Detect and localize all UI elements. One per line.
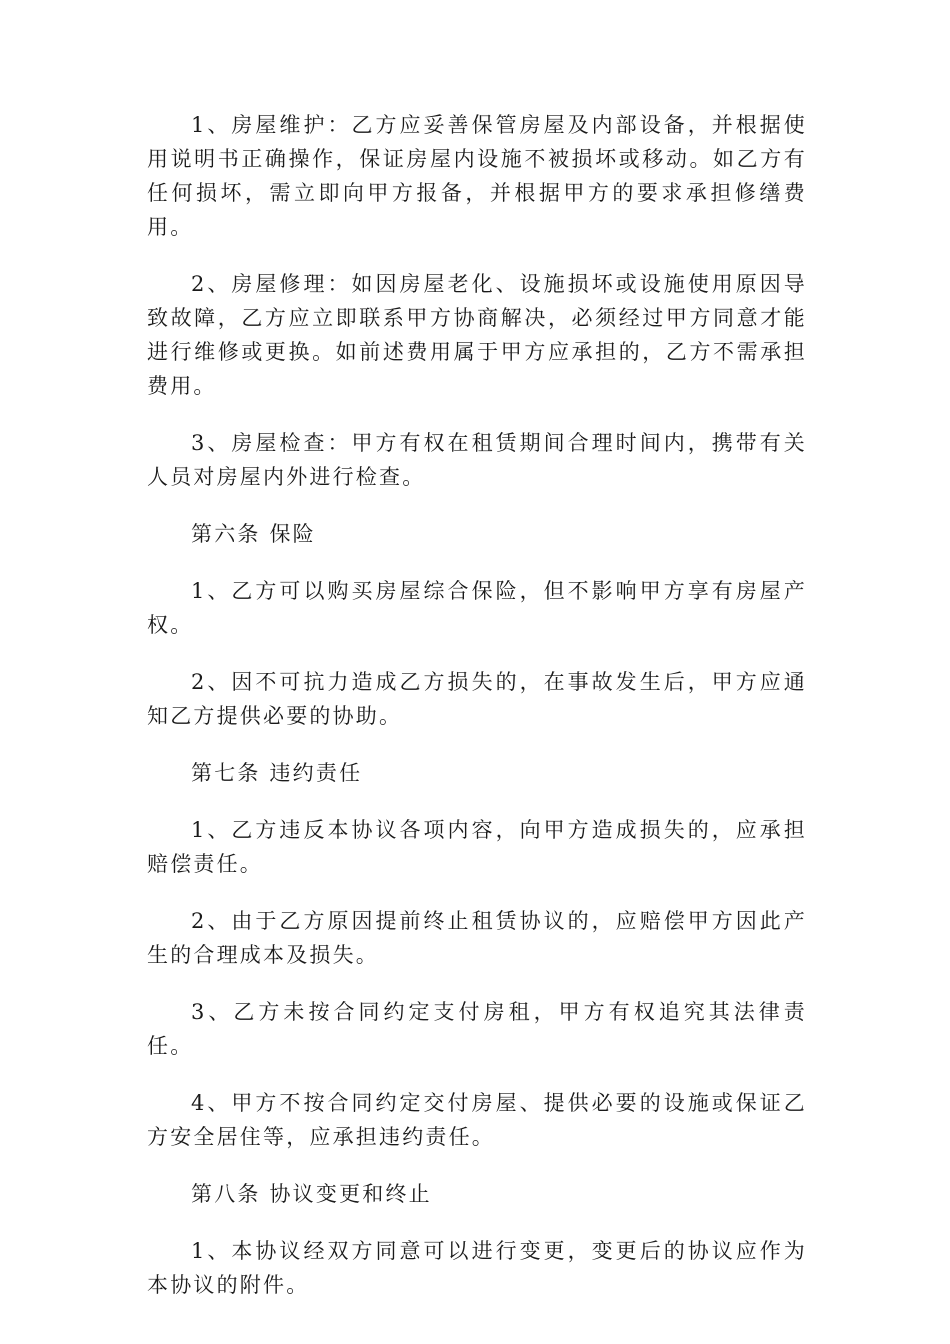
clause-liability-3: 3、乙方未按合同约定支付房租，甲方有权追究其法律责任。	[147, 1000, 807, 1058]
clause-housing-maintenance: 1、房屋维护：乙方应妥善保管房屋及内部设备，并根据使用说明书正确操作，保证房屋内设施不被损坏或移动。如乙方有任何损坏，需立即向甲方报备，并根据甲方的要求承担修缮费用。	[147, 113, 807, 239]
clause-liability-2: 2、由于乙方原因提前终止租赁协议的，应赔偿甲方因此产生的合理成本及损失。	[147, 909, 807, 967]
clause-housing-repair: 2、房屋修理：如因房屋老化、设施损坏或设施使用原因导致故障，乙方应立即联系甲方协商解决，必须经过甲方同意才能进行维修或更换。如前述费用属于甲方应承担的，乙方不需承担费用。	[147, 272, 807, 398]
clause-liability-1: 1、乙方违反本协议各项内容，向甲方造成损失的，应承担赔偿责任。	[147, 818, 807, 876]
clause-modification-1: 1、本协议经双方同意可以进行变更，变更后的协议应作为本协议的附件。	[147, 1239, 807, 1297]
clause-housing-inspection: 3、房屋检查：甲方有权在租赁期间合理时间内，携带有关人员对房屋内外进行检查。	[147, 431, 807, 489]
clause-insurance-2: 2、因不可抗力造成乙方损失的，在事故发生后，甲方应通知乙方提供必要的协助。	[147, 670, 807, 728]
document-body	[147, 108, 807, 1325]
clause-insurance-1: 1、乙方可以购买房屋综合保险，但不影响甲方享有房屋产权。	[147, 579, 807, 637]
article-6-heading: 第六条 保险	[191, 522, 316, 546]
article-7-heading: 第七条 违约责任	[191, 761, 363, 785]
article-8-heading: 第八条 协议变更和终止	[191, 1182, 432, 1206]
clause-liability-4: 4、甲方不按合同约定交付房屋、提供必要的设施或保证乙方安全居住等，应承担违约责任。	[147, 1091, 807, 1149]
